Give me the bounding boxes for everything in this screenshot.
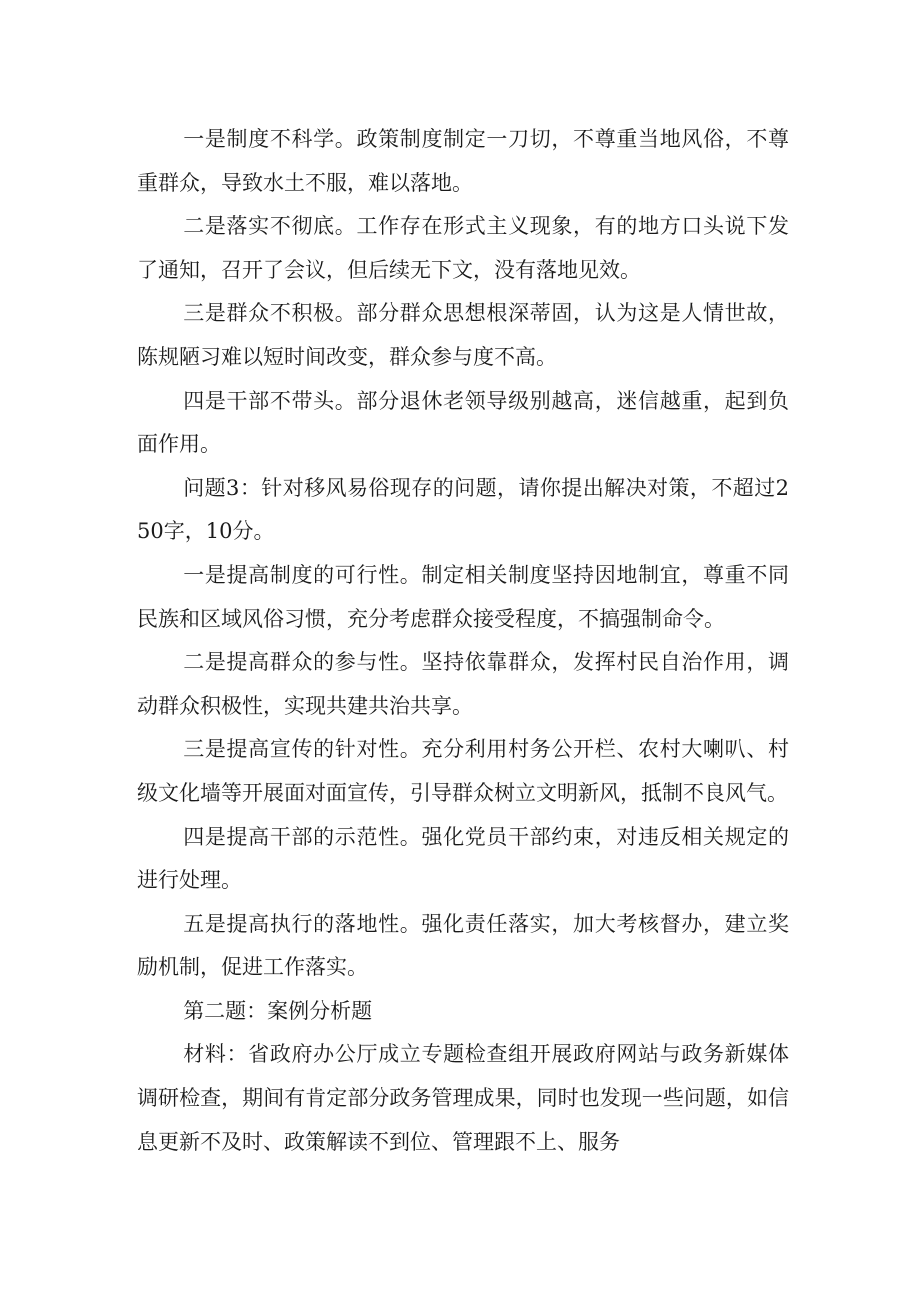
question-3-heading: 问题3：针对移风易俗现存的问题，请你提出解决对策，不超过250字，10分。	[137, 475, 789, 544]
paragraph-1: 一是制度不科学。政策制度制定一刀切，不尊重当地风俗，不尊重群众，导致水土不服，难以落地。	[137, 127, 789, 195]
material-paragraph: 材料：省政府办公厅成立专题检查组开展政府网站与政务新媒体调研检查，期间有肯定部分政务管理成果，同时也发现一些问题，如信息更新不及时、政策解读不到位、管理跟不上、服务	[137, 1042, 789, 1154]
paragraph-2: 二是落实不彻底。工作存在形式主义现象，有的地方口头说下发了通知，召开了会议，但后续无下文，没有落地见效。	[137, 214, 789, 282]
paragraph-4: 四是干部不带头。部分退休老领导级别越高，迷信越重，起到负面作用。	[137, 388, 789, 457]
section-heading-case-analysis: 第二题：案例分析题	[183, 998, 373, 1023]
document-body	[137, 118, 789, 1164]
paragraph-3: 三是群众不积极。部分群众思想根深蒂固，认为这是人情世故，陈规陋习难以短时间改变，群众参与度不高。	[137, 301, 789, 369]
paragraph-10: 五是提高执行的落地性。强化责任落实，加大考核督办，建立奖励机制，促进工作落实。	[137, 911, 789, 980]
paragraph-7: 二是提高群众的参与性。坚持依靠群众，发挥村民自治作用，调动群众积极性，实现共建共治共享。	[137, 650, 789, 718]
paragraph-8: 三是提高宣传的针对性。充分利用村务公开栏、农村大喇叭、村级文化墙等开展面对面宣传，引导群众树立文明新风，抵制不良风气。	[137, 737, 789, 805]
paragraph-9: 四是提高干部的示范性。强化党员干部约束，对违反相关规定的进行处理。	[137, 824, 789, 893]
paragraph-6: 一是提高制度的可行性。制定相关制度坚持因地制宜，尊重不同民族和区域风俗习惯，充分考虑群众接受程度，不搞强制命令。	[137, 562, 789, 631]
